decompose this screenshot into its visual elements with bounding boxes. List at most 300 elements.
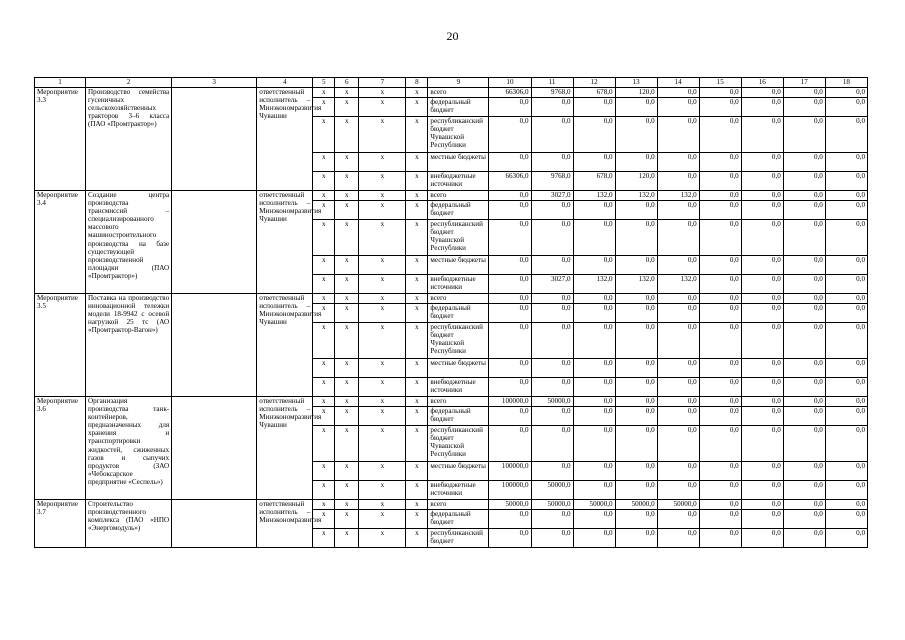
value-cell: 0,0: [657, 407, 699, 426]
value-cell: 0,0: [699, 220, 741, 256]
value-cell: 0,0: [741, 153, 783, 172]
table-body: [35, 78, 868, 548]
value-cell: 678,0: [573, 172, 615, 191]
value-cell: 132,0: [657, 275, 699, 294]
mark-cell: x: [406, 407, 428, 426]
value-cell: 0,0: [657, 510, 699, 529]
value-cell: 0,0: [657, 378, 699, 397]
mark-cell: x: [406, 201, 428, 220]
mark-cell: x: [335, 529, 359, 548]
value-cell: 0,0: [573, 201, 615, 220]
funding-source: внебюджетные источники: [428, 481, 489, 500]
measure-executor: ответственный исполнитель – Минэкономразвития Чувашии: [257, 191, 313, 294]
measure-label: Мероприятие 3.6: [35, 397, 86, 500]
value-cell: 3027,0: [531, 191, 573, 201]
measure-executor: ответственный исполнитель – Минэкономразвития Чувашии: [257, 397, 313, 500]
measure-name: Организация производства танк-контейнеров, предназначенных для хранения и транспортировки жидкостей, сжиженных газов и сыпучих продуктов (ЗАО «Чебоксарское предприятие «Сеспель»): [86, 397, 172, 500]
measure-label: Мероприятие 3.7: [35, 500, 86, 548]
measure-col3: [172, 500, 257, 548]
header-cell: 18: [825, 78, 867, 88]
value-cell: 0,0: [783, 191, 825, 201]
value-cell: 0,0: [825, 462, 867, 481]
mark-cell: x: [313, 191, 335, 201]
mark-cell: x: [406, 98, 428, 117]
value-cell: 0,0: [825, 256, 867, 275]
mark-cell: x: [313, 407, 335, 426]
value-cell: 0,0: [783, 359, 825, 378]
measure-executor: ответственный исполнитель – Минэкономразвития Чувашии: [257, 294, 313, 397]
value-cell: 132,0: [657, 191, 699, 201]
value-cell: 0,0: [489, 378, 531, 397]
mark-cell: x: [313, 220, 335, 256]
value-cell: 0,0: [783, 275, 825, 294]
mark-cell: x: [406, 172, 428, 191]
value-cell: 0,0: [783, 397, 825, 407]
value-cell: 0,0: [489, 359, 531, 378]
value-cell: 132,0: [573, 191, 615, 201]
value-cell: 0,0: [741, 323, 783, 359]
value-cell: 0,0: [531, 407, 573, 426]
value-cell: 50000,0: [531, 481, 573, 500]
value-cell: 0,0: [741, 88, 783, 98]
value-cell: 0,0: [699, 462, 741, 481]
table-row: [35, 294, 868, 304]
funding-source: всего: [428, 500, 489, 510]
mark-cell: x: [335, 481, 359, 500]
header-cell: 8: [406, 78, 428, 88]
value-cell: 0,0: [825, 220, 867, 256]
value-cell: 0,0: [783, 256, 825, 275]
value-cell: 0,0: [699, 153, 741, 172]
value-cell: 0,0: [657, 462, 699, 481]
value-cell: 0,0: [741, 294, 783, 304]
header-cell: 6: [335, 78, 359, 88]
mark-cell: x: [406, 462, 428, 481]
header-cell: 2: [86, 78, 172, 88]
mark-cell: x: [359, 323, 406, 359]
funding-source: республиканский бюджет Чувашской Республики: [428, 220, 489, 256]
value-cell: 0,0: [531, 359, 573, 378]
value-cell: 0,0: [741, 256, 783, 275]
mark-cell: x: [335, 359, 359, 378]
funding-source: всего: [428, 294, 489, 304]
mark-cell: x: [335, 500, 359, 510]
mark-cell: x: [359, 201, 406, 220]
mark-cell: x: [359, 220, 406, 256]
header-cell: 12: [573, 78, 615, 88]
value-cell: 0,0: [615, 462, 657, 481]
mark-cell: x: [359, 397, 406, 407]
funding-source: внебюджетные источники: [428, 275, 489, 294]
value-cell: 100000,0: [489, 462, 531, 481]
budget-table: [34, 77, 868, 548]
value-cell: 0,0: [657, 323, 699, 359]
measure-label: Мероприятие 3.4: [35, 191, 86, 294]
value-cell: 0,0: [699, 426, 741, 462]
value-cell: 0,0: [741, 510, 783, 529]
mark-cell: x: [335, 426, 359, 462]
value-cell: 0,0: [573, 426, 615, 462]
value-cell: 0,0: [531, 98, 573, 117]
funding-source: всего: [428, 88, 489, 98]
value-cell: 0,0: [699, 88, 741, 98]
mark-cell: x: [313, 117, 335, 153]
value-cell: 0,0: [615, 98, 657, 117]
value-cell: 0,0: [699, 359, 741, 378]
header-cell: 1: [35, 78, 86, 88]
mark-cell: x: [313, 529, 335, 548]
mark-cell: x: [335, 294, 359, 304]
mark-cell: x: [313, 294, 335, 304]
mark-cell: x: [406, 378, 428, 397]
value-cell: 0,0: [741, 378, 783, 397]
value-cell: 0,0: [741, 407, 783, 426]
value-cell: 0,0: [825, 117, 867, 153]
table-header-row: [35, 78, 868, 88]
value-cell: 0,0: [741, 359, 783, 378]
mark-cell: x: [335, 117, 359, 153]
mark-cell: x: [406, 153, 428, 172]
funding-source: местные бюджеты: [428, 359, 489, 378]
header-cell: 7: [359, 78, 406, 88]
mark-cell: x: [313, 500, 335, 510]
value-cell: 0,0: [489, 153, 531, 172]
value-cell: 0,0: [825, 397, 867, 407]
value-cell: 0,0: [573, 397, 615, 407]
value-cell: 0,0: [783, 117, 825, 153]
value-cell: 50000,0: [615, 500, 657, 510]
value-cell: 0,0: [699, 304, 741, 323]
mark-cell: x: [335, 153, 359, 172]
value-cell: 0,0: [699, 201, 741, 220]
value-cell: 0,0: [657, 220, 699, 256]
value-cell: 0,0: [825, 153, 867, 172]
value-cell: 132,0: [573, 275, 615, 294]
value-cell: 0,0: [783, 98, 825, 117]
value-cell: 0,0: [531, 323, 573, 359]
page-number: 20: [446, 29, 459, 43]
mark-cell: x: [335, 323, 359, 359]
value-cell: 0,0: [615, 407, 657, 426]
mark-cell: x: [335, 191, 359, 201]
value-cell: 0,0: [489, 294, 531, 304]
mark-cell: x: [359, 304, 406, 323]
value-cell: 0,0: [615, 378, 657, 397]
value-cell: 0,0: [531, 256, 573, 275]
mark-cell: x: [359, 191, 406, 201]
mark-cell: x: [359, 378, 406, 397]
mark-cell: x: [313, 426, 335, 462]
mark-cell: x: [335, 172, 359, 191]
measure-name: Строительство производственного комплекса (ПАО «НПО «Энергомодуль»): [86, 500, 172, 548]
value-cell: 0,0: [741, 201, 783, 220]
value-cell: 0,0: [825, 481, 867, 500]
measure-col3: [172, 88, 257, 191]
value-cell: 0,0: [489, 256, 531, 275]
value-cell: 0,0: [615, 201, 657, 220]
value-cell: 0,0: [573, 256, 615, 275]
value-cell: 0,0: [615, 529, 657, 548]
value-cell: 0,0: [783, 172, 825, 191]
measure-executor: ответственный исполнитель – Минэкономразвития Чувашии: [257, 88, 313, 191]
value-cell: 0,0: [783, 407, 825, 426]
value-cell: 0,0: [825, 407, 867, 426]
mark-cell: x: [359, 98, 406, 117]
value-cell: 0,0: [699, 529, 741, 548]
funding-source: республиканский бюджет Чувашской Республики: [428, 117, 489, 153]
mark-cell: x: [359, 481, 406, 500]
mark-cell: x: [359, 500, 406, 510]
header-cell: 3: [172, 78, 257, 88]
value-cell: 0,0: [783, 220, 825, 256]
funding-source: республиканский бюджет Чувашской Республики: [428, 426, 489, 462]
value-cell: 0,0: [489, 529, 531, 548]
value-cell: 0,0: [783, 510, 825, 529]
value-cell: 0,0: [531, 378, 573, 397]
value-cell: 0,0: [825, 172, 867, 191]
value-cell: 0,0: [657, 98, 699, 117]
measure-executor: ответственный исполнитель – Минэкономразвития: [257, 500, 313, 548]
header-cell: 14: [657, 78, 699, 88]
value-cell: 0,0: [825, 304, 867, 323]
mark-cell: x: [359, 407, 406, 426]
header-cell: 13: [615, 78, 657, 88]
value-cell: 66306,0: [489, 88, 531, 98]
value-cell: 0,0: [615, 481, 657, 500]
value-cell: 0,0: [741, 529, 783, 548]
mark-cell: x: [359, 256, 406, 275]
funding-source: федеральный бюджет: [428, 510, 489, 529]
header-cell: 16: [741, 78, 783, 88]
value-cell: 120,0: [615, 172, 657, 191]
value-cell: 0,0: [825, 201, 867, 220]
value-cell: 0,0: [531, 510, 573, 529]
header-cell: 10: [489, 78, 531, 88]
mark-cell: x: [335, 397, 359, 407]
value-cell: 0,0: [657, 153, 699, 172]
header-cell: 15: [699, 78, 741, 88]
value-cell: 678,0: [573, 88, 615, 98]
value-cell: 0,0: [741, 98, 783, 117]
funding-source: местные бюджеты: [428, 153, 489, 172]
measure-col3: [172, 294, 257, 397]
mark-cell: x: [313, 510, 335, 529]
funding-source: федеральный бюджет: [428, 201, 489, 220]
value-cell: 0,0: [573, 323, 615, 359]
measure-name: Создание центра производства трансмиссий – специализированного массового машиностроительного производства на базе существующей производственной площадки (ПАО «Промтрактор»): [86, 191, 172, 294]
mark-cell: x: [313, 359, 335, 378]
value-cell: 120,0: [615, 88, 657, 98]
mark-cell: x: [406, 275, 428, 294]
value-cell: 0,0: [573, 98, 615, 117]
value-cell: 0,0: [825, 191, 867, 201]
value-cell: 0,0: [615, 304, 657, 323]
value-cell: 0,0: [783, 500, 825, 510]
value-cell: 0,0: [573, 529, 615, 548]
measure-label: Мероприятие 3.3: [35, 88, 86, 191]
mark-cell: x: [406, 323, 428, 359]
value-cell: 0,0: [657, 359, 699, 378]
mark-cell: x: [335, 378, 359, 397]
value-cell: 0,0: [615, 220, 657, 256]
value-cell: 0,0: [699, 191, 741, 201]
value-cell: 9768,0: [531, 88, 573, 98]
value-cell: 0,0: [615, 323, 657, 359]
mark-cell: x: [313, 98, 335, 117]
value-cell: 66306,0: [489, 172, 531, 191]
table-row: [35, 500, 868, 510]
value-cell: 0,0: [783, 88, 825, 98]
mark-cell: x: [313, 304, 335, 323]
mark-cell: x: [406, 191, 428, 201]
value-cell: 0,0: [825, 359, 867, 378]
value-cell: 0,0: [531, 304, 573, 323]
mark-cell: x: [335, 510, 359, 529]
measure-label: Мероприятие 3.5: [35, 294, 86, 397]
value-cell: 0,0: [657, 201, 699, 220]
mark-cell: x: [406, 117, 428, 153]
value-cell: 0,0: [741, 481, 783, 500]
value-cell: 0,0: [615, 359, 657, 378]
mark-cell: x: [406, 529, 428, 548]
value-cell: 0,0: [699, 407, 741, 426]
mark-cell: x: [359, 117, 406, 153]
header-cell: 17: [783, 78, 825, 88]
value-cell: 0,0: [615, 426, 657, 462]
funding-source: республиканский бюджет Чувашской Республики: [428, 323, 489, 359]
value-cell: 50000,0: [489, 500, 531, 510]
value-cell: 0,0: [783, 529, 825, 548]
value-cell: 0,0: [489, 407, 531, 426]
mark-cell: x: [335, 220, 359, 256]
value-cell: 0,0: [699, 117, 741, 153]
value-cell: 0,0: [783, 481, 825, 500]
value-cell: 0,0: [615, 153, 657, 172]
mark-cell: x: [335, 201, 359, 220]
value-cell: 0,0: [573, 294, 615, 304]
value-cell: 9768,0: [531, 172, 573, 191]
value-cell: 0,0: [741, 304, 783, 323]
value-cell: 0,0: [699, 256, 741, 275]
value-cell: 0,0: [573, 510, 615, 529]
value-cell: 0,0: [825, 426, 867, 462]
value-cell: 0,0: [615, 294, 657, 304]
mark-cell: x: [359, 462, 406, 481]
value-cell: 0,0: [657, 304, 699, 323]
mark-cell: x: [335, 88, 359, 98]
value-cell: 0,0: [783, 294, 825, 304]
funding-source: внебюджетные источники: [428, 172, 489, 191]
funding-source: федеральный бюджет: [428, 98, 489, 117]
mark-cell: x: [313, 88, 335, 98]
value-cell: 0,0: [531, 462, 573, 481]
mark-cell: x: [359, 529, 406, 548]
value-cell: 0,0: [657, 88, 699, 98]
mark-cell: x: [406, 220, 428, 256]
value-cell: 0,0: [783, 201, 825, 220]
mark-cell: x: [313, 397, 335, 407]
table-row: [35, 397, 868, 407]
value-cell: 0,0: [825, 510, 867, 529]
value-cell: 100000,0: [489, 397, 531, 407]
value-cell: 0,0: [825, 98, 867, 117]
value-cell: 132,0: [615, 275, 657, 294]
measure-col3: [172, 397, 257, 500]
mark-cell: x: [406, 426, 428, 462]
value-cell: 0,0: [573, 153, 615, 172]
mark-cell: x: [335, 98, 359, 117]
mark-cell: x: [406, 510, 428, 529]
value-cell: 0,0: [699, 323, 741, 359]
value-cell: 0,0: [573, 378, 615, 397]
mark-cell: x: [313, 172, 335, 191]
mark-cell: x: [406, 397, 428, 407]
mark-cell: x: [359, 153, 406, 172]
header-cell: 5: [313, 78, 335, 88]
mark-cell: x: [313, 481, 335, 500]
value-cell: 0,0: [783, 304, 825, 323]
funding-source: всего: [428, 191, 489, 201]
value-cell: 0,0: [699, 172, 741, 191]
mark-cell: x: [335, 462, 359, 481]
value-cell: 3027,0: [531, 275, 573, 294]
mark-cell: x: [406, 500, 428, 510]
value-cell: 0,0: [489, 275, 531, 294]
value-cell: 0,0: [783, 462, 825, 481]
mark-cell: x: [313, 275, 335, 294]
value-cell: 0,0: [573, 220, 615, 256]
mark-cell: x: [406, 88, 428, 98]
value-cell: 0,0: [573, 407, 615, 426]
value-cell: 0,0: [825, 378, 867, 397]
value-cell: 0,0: [531, 153, 573, 172]
value-cell: 0,0: [741, 397, 783, 407]
value-cell: 0,0: [783, 323, 825, 359]
funding-source: местные бюджеты: [428, 256, 489, 275]
value-cell: 0,0: [489, 98, 531, 117]
mark-cell: x: [406, 256, 428, 275]
mark-cell: x: [359, 88, 406, 98]
funding-source: республиканский бюджет: [428, 529, 489, 548]
value-cell: 0,0: [489, 304, 531, 323]
table-row: [35, 88, 868, 98]
value-cell: 0,0: [573, 117, 615, 153]
value-cell: 0,0: [657, 294, 699, 304]
value-cell: 0,0: [699, 510, 741, 529]
mark-cell: x: [359, 275, 406, 294]
value-cell: 0,0: [657, 256, 699, 275]
value-cell: 0,0: [825, 500, 867, 510]
value-cell: 0,0: [783, 153, 825, 172]
funding-source: внебюджетные источники: [428, 378, 489, 397]
mark-cell: x: [359, 359, 406, 378]
mark-cell: x: [359, 294, 406, 304]
mark-cell: x: [335, 256, 359, 275]
value-cell: 0,0: [615, 256, 657, 275]
header-cell: 9: [428, 78, 489, 88]
value-cell: 0,0: [615, 117, 657, 153]
value-cell: 0,0: [825, 529, 867, 548]
mark-cell: x: [313, 378, 335, 397]
value-cell: 50000,0: [573, 500, 615, 510]
header-cell: 4: [257, 78, 313, 88]
header-cell: 11: [531, 78, 573, 88]
value-cell: 0,0: [573, 481, 615, 500]
value-cell: 0,0: [741, 172, 783, 191]
mark-cell: x: [359, 172, 406, 191]
funding-source: федеральный бюджет: [428, 304, 489, 323]
mark-cell: x: [406, 304, 428, 323]
